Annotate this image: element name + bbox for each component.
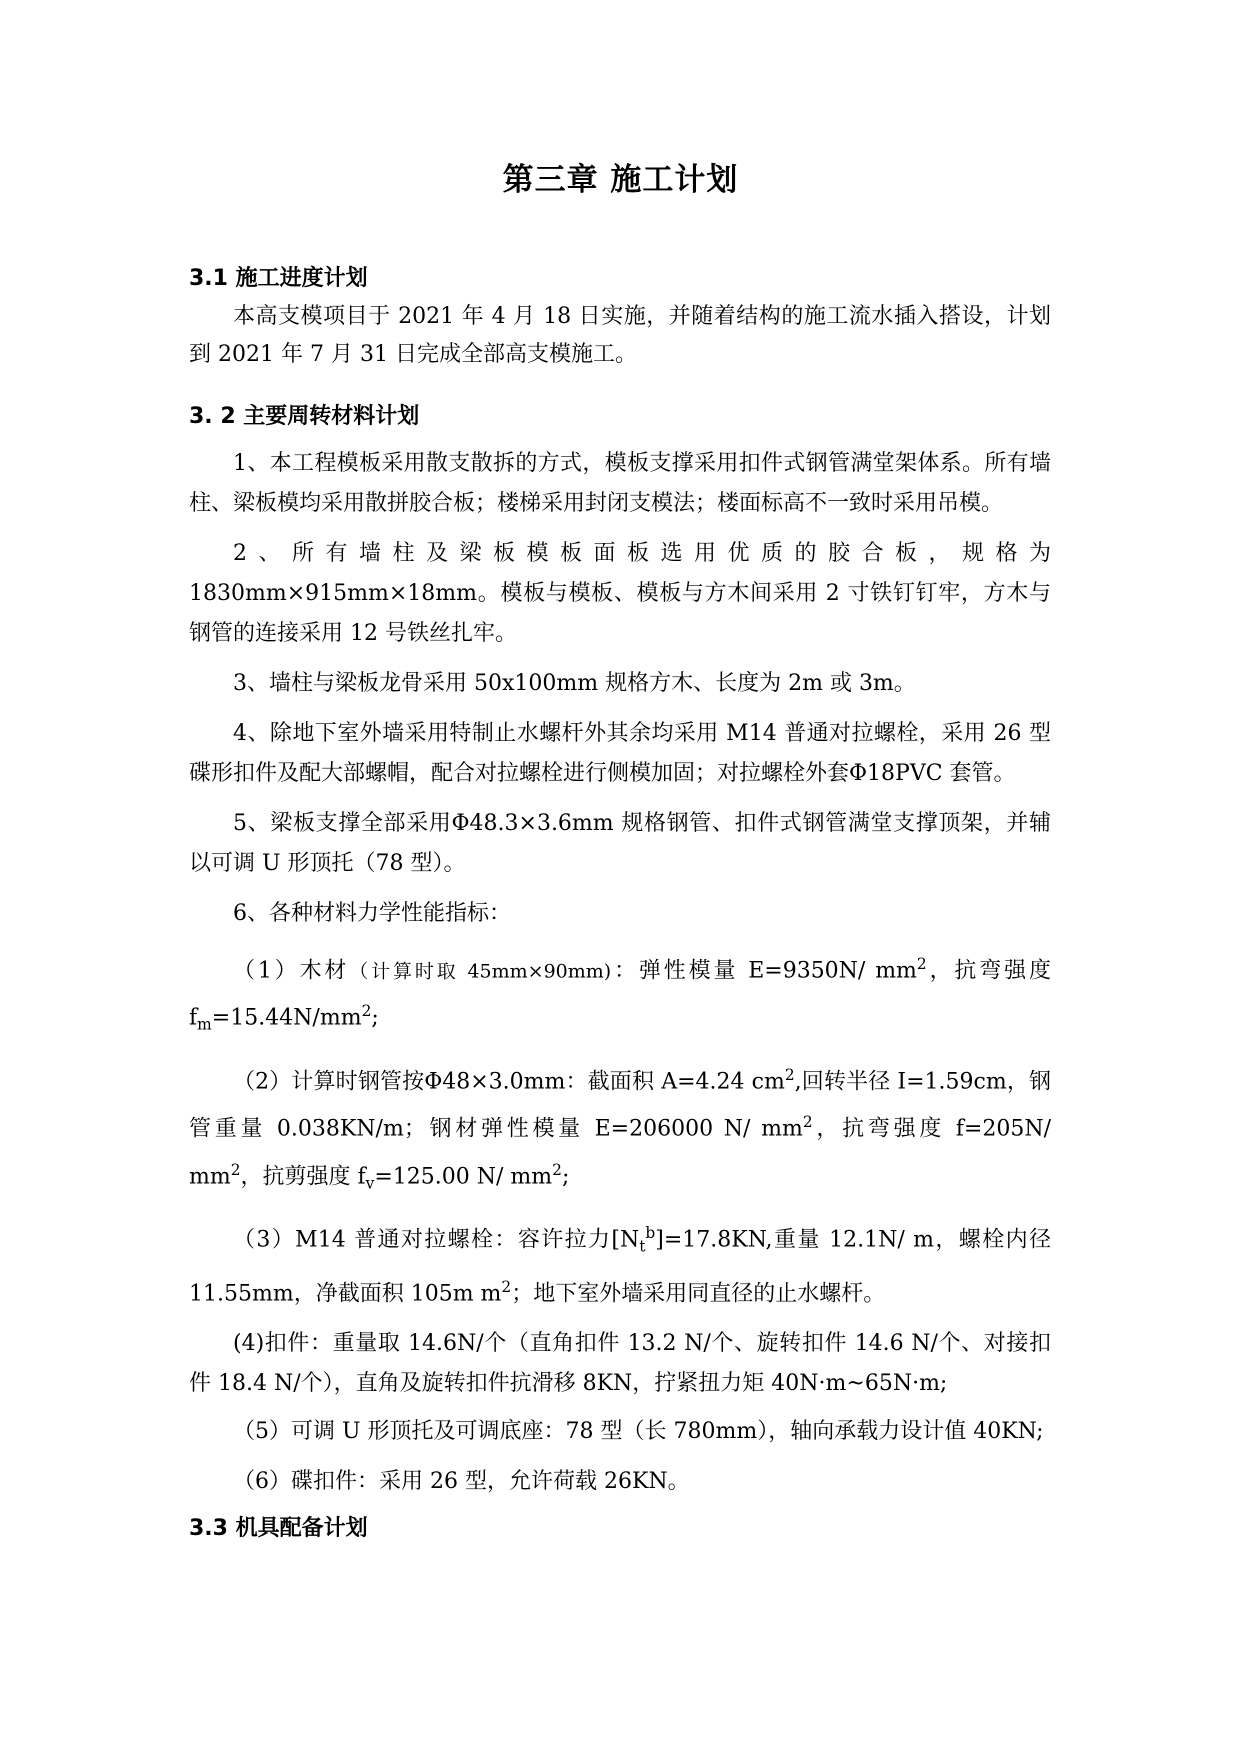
superscript: 2 — [916, 955, 927, 973]
text-fragment: ; — [561, 1164, 570, 1190]
superscript: 2 — [552, 1160, 562, 1179]
indicator-timber-strength: ，抗弯强度 f — [189, 958, 1051, 1031]
superscript: 2 — [361, 1002, 372, 1021]
material-item-4: 4、除地下室外墙采用特制止水螺杆外其余均采用 M14 普通对拉螺栓，采用 26 型碟形扣件及配大部螺帽，配合对拉螺栓进行侧模加固；对拉螺栓外套Φ18PVC 套管。 — [189, 721, 1051, 786]
material-item-5: 5、梁板支撑全部采用Φ48.3×3.6mm 规格钢管、扣件式钢管满堂支撑顶架，并辅以可调 U 形顶托（78 型）。 — [189, 811, 1051, 876]
indicator-disc-buckle: （6）碟扣件：采用 26 型，允许荷载 26KN。 — [233, 1469, 690, 1495]
indicator-steel-pipe — [189, 1055, 1051, 1203]
indicator-steel-shear-value: =125.00 N/ mm — [374, 1164, 553, 1190]
indicator-timber-label: （1）木材 — [233, 958, 350, 984]
material-item-2: 2、所有墙柱及梁板模板面板选用优质的胶合板，规格为 1830mm×915mm×18mm。模板与模板、模板与方木间采用 2 寸铁钉钉牢，方木与钢管的连接采用 12 号铁丝扎牢。 — [189, 541, 1051, 646]
material-item-1: 1、本工程模板采用散支散拆的方式，模板支撑采用扣件式钢管满堂架体系。所有墙柱、梁板模均采用散拼胶合板；楼梯采用封闭支模法；楼面标高不一致时采用吊模。 — [189, 451, 1051, 516]
subscript: m — [197, 1016, 212, 1035]
subscript: t — [639, 1238, 646, 1257]
indicator-bolt-weight: ]=17.8KN,重量 12.1N/ m，螺栓内径 11.55mm，净截面积 105m m — [189, 1227, 1051, 1307]
section-heading-3-2: 3. 2 主要周转材料计划 — [189, 404, 420, 429]
indicator-timber-note: （计算时取 45mm×90mm) — [349, 960, 612, 983]
indicator-steel-shear: ，抗剪强度 f — [240, 1164, 366, 1190]
text-fragment: ; — [371, 1005, 379, 1031]
superscript: 2 — [802, 1113, 813, 1132]
superscript: 2 — [784, 1066, 795, 1085]
material-item-3: 3、墙柱与梁板龙骨采用 50x100mm 规格方木、长度为 2m 或 3m。 — [233, 671, 916, 696]
indicator-steel-bending: ，抗弯强度 f=205N/ mm — [189, 1116, 1051, 1190]
superscript: 2 — [501, 1278, 512, 1297]
indicator-bolt — [189, 1213, 1051, 1314]
indicator-steel-radius: ,回转半径 I=1.59cm，钢管重量 0.038KN/m；钢材弹性模量 E=206000 N/ mm — [189, 1069, 1051, 1142]
indicator-steel-area: （2）计算时钢管按Φ48×3.0mm：截面积 A=4.24 cm — [233, 1069, 785, 1095]
indicator-timber-modulus: ：弹性模量 E=9350N/ mm — [611, 958, 917, 984]
subscript: v — [365, 1174, 375, 1193]
chapter-title: 第三章 施工计划 — [502, 162, 739, 198]
indicator-bolt-note: ；地下室外墙采用同直径的止水螺杆。 — [511, 1281, 886, 1307]
schedule-paragraph: 本高支模项目于 2021 年 4 月 18 日实施，并随着结构的施工流水插入搭设，计划到 2021 年 7 月 31 日完成全部高支模施工。 — [189, 304, 1051, 367]
superscript: 2 — [230, 1160, 241, 1179]
indicator-timber — [189, 944, 1051, 1045]
section-heading-3-1: 3.1 施工进度计划 — [189, 266, 368, 291]
section-heading-3-3: 3.3 机具配备计划 — [189, 1516, 368, 1542]
material-item-6: 6、各种材料力学性能指标： — [233, 901, 511, 926]
indicator-bolt-tension: （3）M14 普通对拉螺栓：容许拉力[N — [233, 1227, 640, 1253]
document-body — [189, 260, 1051, 1548]
superscript: b — [645, 1224, 656, 1243]
indicator-timber-value: =15.44N/mm — [211, 1005, 362, 1031]
indicator-fastener: (4)扣件：重量取 14.6N/个（直角扣件 13.2 N/个、旋转扣件 14.6 N/个、对接扣件 18.4 N/个），直角及旋转扣件抗滑移 8KN，拧紧扭力矩 40N·m~65N·m; — [189, 1331, 1051, 1397]
indicator-u-bracket: （5）可调 U 形顶托及可调底座：78 型（长 780mm），轴向承载力设计值 40KN; — [233, 1419, 1044, 1445]
